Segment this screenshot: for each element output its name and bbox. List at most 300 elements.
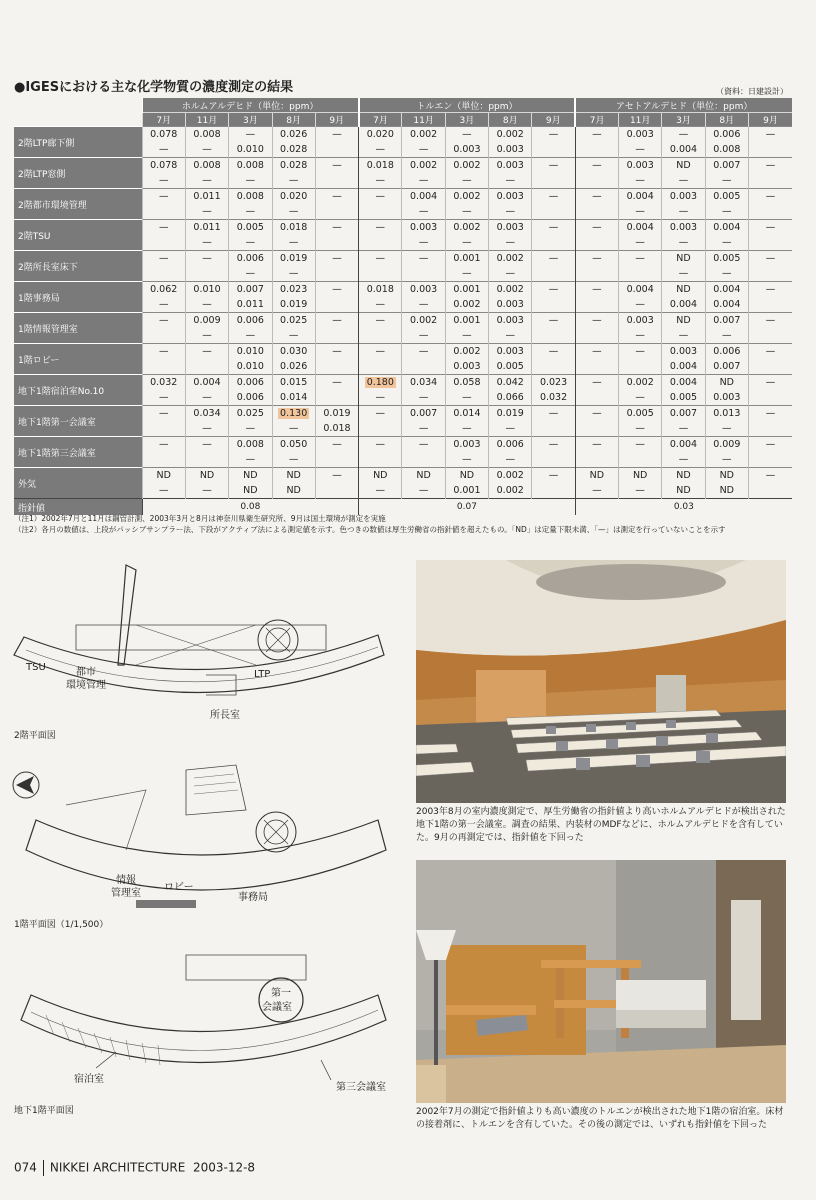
cell-active: — (505, 423, 515, 434)
table-cell (532, 158, 575, 189)
table-cell (532, 251, 575, 282)
cell-active: 0.007 (713, 361, 741, 372)
cell-active: — (375, 485, 386, 496)
cell-active: — (635, 144, 645, 155)
table-cell (489, 127, 532, 158)
cell-passive: 0.002 (496, 284, 524, 295)
cell-passive: — (418, 253, 429, 264)
table-cell (619, 189, 662, 220)
cell-passive: ND (676, 470, 691, 481)
cell-active: — (678, 237, 689, 248)
photo-guest-room (416, 860, 786, 1103)
table-row (14, 282, 792, 313)
cell-passive: ND (243, 470, 258, 481)
table-cell (445, 313, 488, 344)
cell-passive: 0.004 (626, 191, 654, 202)
cell-passive: 0.004 (669, 377, 698, 388)
cell-passive: — (592, 222, 602, 233)
cell-passive: 0.003 (626, 160, 654, 171)
table-cell (748, 220, 792, 251)
table-cell (445, 158, 488, 189)
cell-passive: 0.004 (669, 439, 698, 450)
cell-active: — (202, 299, 212, 310)
table-cell (619, 437, 662, 468)
cell-active: — (462, 268, 472, 279)
cell-passive: — (765, 346, 776, 357)
table-cell (142, 437, 185, 468)
cell-active: — (678, 423, 689, 434)
cell-active (532, 421, 574, 436)
table-cell (489, 158, 532, 189)
cell-passive: 0.003 (453, 439, 481, 450)
table-cell (185, 189, 228, 220)
table-cell (229, 127, 272, 158)
cell-passive (359, 375, 401, 390)
cell-passive: 0.004 (410, 191, 438, 202)
table-cell (315, 437, 358, 468)
table-cell (272, 251, 315, 282)
cell-active: — (202, 144, 212, 155)
table-row (14, 468, 792, 499)
cell-passive: 0.011 (193, 191, 221, 202)
table-cell (662, 375, 705, 406)
table-cell (662, 251, 705, 282)
cell-active (143, 328, 185, 343)
cell-passive: — (245, 129, 256, 140)
cell-active: 0.002 (496, 485, 524, 496)
cell-active: 0.003 (496, 299, 524, 310)
table-cell (575, 406, 618, 437)
cell-active: — (245, 206, 256, 217)
cell-passive: 0.007 (713, 160, 741, 171)
table-cell (705, 282, 748, 313)
table-cell (359, 220, 402, 251)
cell-passive: — (158, 253, 169, 264)
table-row (14, 220, 792, 251)
table-cell (748, 282, 792, 313)
cell-active: 0.003 (453, 361, 481, 372)
plan2-label-kankyo: 環境管理 (66, 680, 106, 691)
cell-active (143, 266, 185, 281)
table-cell (402, 189, 445, 220)
cell-passive: — (158, 191, 169, 202)
table-cell (272, 406, 315, 437)
cell-passive: — (765, 284, 776, 295)
table-row (14, 375, 792, 406)
page-footer (14, 1160, 255, 1176)
cell-active (359, 204, 401, 219)
cell-active: 0.018 (323, 423, 351, 434)
cell-passive: 0.028 (280, 160, 308, 171)
cell-active: — (202, 392, 212, 403)
month-header: 3月 (229, 113, 272, 127)
cell-passive: 0.004 (713, 284, 741, 295)
cell-passive: 0.006 (496, 439, 524, 450)
cell-active (576, 359, 618, 374)
cell-passive: 0.001 (453, 315, 481, 326)
cell-passive: 0.078 (150, 160, 178, 171)
cell-active (749, 204, 792, 219)
cell-passive: — (375, 191, 386, 202)
cell-passive: — (158, 408, 169, 419)
cell-passive: — (592, 191, 602, 202)
cell-passive: 0.004 (626, 284, 654, 295)
table-cell (532, 344, 575, 375)
table-row (14, 251, 792, 282)
cell-passive: 0.010 (236, 346, 264, 357)
cell-active: 0.004 (669, 361, 698, 372)
cell-active: ND (286, 485, 301, 496)
cell-passive: — (158, 439, 169, 450)
cell-passive: 0.006 (236, 253, 264, 264)
cell-passive: — (418, 346, 429, 357)
table-cell (619, 127, 662, 158)
cell-passive: — (765, 470, 776, 481)
table-cell (489, 282, 532, 313)
table-cell (748, 189, 792, 220)
cell-active: 0.011 (236, 299, 264, 310)
cell-passive: — (765, 408, 776, 419)
cell-active: — (635, 299, 645, 310)
cell-active: — (158, 392, 169, 403)
cell-active: ND (719, 485, 734, 496)
month-header: 7月 (142, 113, 185, 127)
cell-active: — (245, 237, 256, 248)
cell-active: — (462, 206, 472, 217)
cell-active: — (288, 175, 299, 186)
cell-passive: 0.002 (410, 315, 438, 326)
table-cell (445, 127, 488, 158)
cell-active: — (202, 330, 212, 341)
table-cell (185, 282, 228, 313)
table-cell (359, 158, 402, 189)
table-cell (402, 251, 445, 282)
table-cell (229, 344, 272, 375)
cell-passive: 0.003 (669, 346, 698, 357)
plan2-label-shocho: 所長室 (210, 710, 240, 721)
table-cell (705, 158, 748, 189)
cell-active: — (418, 175, 429, 186)
month-header: 3月 (662, 113, 705, 127)
month-header: 8月 (272, 113, 315, 127)
cell-passive: — (548, 408, 559, 419)
cell-active: — (202, 237, 212, 248)
table-cell (272, 158, 315, 189)
cell-passive: ND (719, 470, 734, 481)
cell-passive: — (332, 470, 342, 481)
table-cell (272, 220, 315, 251)
cell-active (532, 266, 574, 281)
cell-active: — (635, 423, 645, 434)
cell-passive: — (548, 346, 559, 357)
table-cell (359, 437, 402, 468)
table-cell (142, 406, 185, 437)
cell-active (619, 359, 661, 374)
cell-passive: 0.008 (236, 160, 264, 171)
cell-active: — (288, 454, 299, 465)
cell-passive: — (332, 346, 342, 357)
cell-active: — (678, 175, 689, 186)
cell-passive: 0.003 (626, 129, 654, 140)
table-cell (402, 375, 445, 406)
cell-active: 0.026 (280, 361, 308, 372)
cell-active: — (505, 175, 515, 186)
cell-passive: — (765, 191, 776, 202)
table-cell (662, 189, 705, 220)
table-cell (575, 344, 618, 375)
table-cell (748, 344, 792, 375)
table-cell (142, 313, 185, 344)
cell-passive: — (332, 377, 342, 388)
cell-passive: 0.006 (713, 129, 741, 140)
cell-active: — (245, 454, 256, 465)
cell-active (532, 359, 574, 374)
cell-active (186, 452, 228, 467)
cell-passive: 0.007 (669, 408, 698, 419)
cell-active: — (158, 144, 169, 155)
cell-passive: 0.014 (453, 408, 481, 419)
highlighted-value: 0.130 (280, 408, 308, 419)
table-cell (662, 282, 705, 313)
floor-plan-b1f (6, 940, 401, 1100)
plan1-label-joho: 情報 (116, 875, 136, 886)
cell-active: 0.032 (539, 392, 568, 403)
plan-2f-caption: 2階平面図 (14, 731, 56, 741)
cell-passive: 0.002 (410, 129, 438, 140)
cell-passive: — (332, 191, 342, 202)
cell-passive: 0.030 (280, 346, 308, 357)
table-cell (402, 127, 445, 158)
table-cell (142, 127, 185, 158)
cell-active (316, 235, 358, 250)
table-cell (315, 158, 358, 189)
cell-active: — (635, 175, 645, 186)
concentration-table (14, 98, 792, 515)
cell-passive: — (635, 439, 645, 450)
cell-passive: — (592, 284, 602, 295)
table-cell (315, 468, 358, 499)
cell-passive: 0.007 (236, 284, 264, 295)
cell-passive: 0.004 (713, 222, 741, 233)
cell-passive: 0.019 (280, 253, 308, 264)
cell-active (532, 452, 574, 467)
table-cell (229, 468, 272, 499)
cell-active: — (202, 206, 212, 217)
cell-passive: 0.011 (193, 222, 221, 233)
cell-passive: — (375, 408, 386, 419)
cell-passive: — (548, 160, 559, 171)
cell-passive: — (592, 129, 602, 140)
table-cell (575, 375, 618, 406)
table-cell (662, 437, 705, 468)
cell-active (316, 204, 358, 219)
plan-1f-caption: 1階平面図（1/1,500） (14, 920, 109, 930)
table-cell (619, 375, 662, 406)
table-row (14, 158, 792, 189)
cell-active: ND (243, 485, 258, 496)
table-cell (532, 437, 575, 468)
cell-active: — (158, 485, 169, 496)
table-cell (619, 158, 662, 189)
north-arrow-icon (13, 772, 39, 798)
cell-passive: ND (632, 470, 648, 481)
cell-passive: 0.062 (150, 284, 178, 295)
table-cell (532, 313, 575, 344)
table-row (14, 406, 792, 437)
cell-active (316, 328, 358, 343)
table-cell (662, 220, 705, 251)
table-cell (575, 127, 618, 158)
table-cell (575, 437, 618, 468)
table-cell (229, 375, 272, 406)
cell-passive: 0.004 (193, 377, 221, 388)
table-cell (315, 220, 358, 251)
cell-active (316, 452, 358, 467)
table-cell (229, 313, 272, 344)
month-header: 9月 (748, 113, 792, 127)
cell-passive: 0.009 (193, 315, 221, 326)
cell-active (749, 359, 792, 374)
cell-active: ND (676, 485, 691, 496)
cell-active: — (462, 392, 472, 403)
cell-passive: — (592, 160, 602, 171)
cell-passive: — (375, 253, 386, 264)
cell-passive: — (765, 439, 776, 450)
cell-passive: 0.005 (626, 408, 654, 419)
plan1-label-jimu: 事務局 (238, 892, 268, 903)
cell-active (576, 235, 618, 250)
cell-active: — (678, 454, 689, 465)
table-notes (14, 513, 794, 535)
cell-active (143, 204, 185, 219)
cell-passive: 0.005 (713, 253, 741, 264)
cell-active: — (202, 485, 212, 496)
table-cell (142, 468, 185, 499)
table-cell (445, 437, 488, 468)
table-cell (229, 220, 272, 251)
table-cell (489, 189, 532, 220)
cell-passive: — (332, 160, 342, 171)
table-cell (662, 468, 705, 499)
cell-active (143, 452, 185, 467)
cell-active: — (202, 423, 212, 434)
table-cell (662, 344, 705, 375)
table-cell (619, 251, 662, 282)
table-cell (575, 189, 618, 220)
table-cell (532, 468, 575, 499)
table-cell (705, 468, 748, 499)
cell-active: 0.010 (236, 361, 264, 372)
planb1-label-dai1: 第一 (271, 988, 291, 999)
cell-passive: — (332, 315, 342, 326)
cell-active: — (245, 175, 256, 186)
table-cell (272, 189, 315, 220)
table-cell (619, 220, 662, 251)
table-cell (705, 375, 748, 406)
cell-active: — (722, 206, 732, 217)
table-cell (619, 468, 662, 499)
table-row (14, 127, 792, 158)
cell-active (749, 483, 792, 498)
cell-active (576, 204, 618, 219)
cell-active (576, 452, 618, 467)
table-source: （資料：日建設計） (716, 87, 788, 96)
photo-conference-room (416, 560, 786, 803)
cell-passive: 0.006 (236, 377, 264, 388)
cell-passive: — (548, 222, 559, 233)
cell-passive: 0.032 (150, 377, 178, 388)
cell-active (749, 328, 792, 343)
cell-passive: 0.013 (713, 408, 741, 419)
cell-active (749, 235, 792, 250)
row-header: 1階事務局 (14, 282, 142, 313)
cell-passive: 0.034 (410, 377, 438, 388)
cell-active: — (505, 237, 515, 248)
cell-active: 0.010 (236, 144, 264, 155)
cell-active (619, 266, 661, 281)
cell-passive: — (548, 129, 559, 140)
cell-passive: — (548, 439, 559, 450)
cell-active (532, 173, 574, 188)
table-cell (445, 282, 488, 313)
cell-active: — (288, 330, 299, 341)
cell-passive: — (592, 253, 602, 264)
cell-active: — (722, 330, 732, 341)
cell-passive: 0.008 (236, 439, 264, 450)
photo-conference-caption: 2003年8月の室内濃度測定で、厚生労働省の指針値より高いホルムアルデヒドが検出された地下1階の第一会議室。調査の結果、内装材のMDFなどに、ホルムアルデヒドを含有していた。9月の再測定では、指針値を下回った (416, 807, 786, 843)
cell-active: 0.003 (453, 144, 481, 155)
cell-active: — (678, 206, 689, 217)
cell-active: — (722, 175, 732, 186)
cell-active (576, 328, 618, 343)
cell-passive: — (592, 408, 602, 419)
table-cell (142, 344, 185, 375)
plan2-label-toshi: 都市 (76, 667, 96, 678)
cell-passive: 0.003 (410, 222, 438, 233)
cell-passive: — (548, 191, 559, 202)
table-cell (532, 282, 575, 313)
cell-passive: 0.008 (193, 129, 221, 140)
table-cell (445, 251, 488, 282)
cell-active (749, 390, 792, 405)
page-number: 074 (14, 1160, 37, 1175)
cell-passive: 0.050 (280, 439, 308, 450)
cell-active: — (418, 392, 429, 403)
cell-passive: 0.026 (280, 129, 308, 140)
note-1: （注1）2002年7月と11月は鋼管計測、2003年3月と8月は神奈川県衛生研究所、9月は国土環境が測定を実施 (14, 514, 386, 523)
table-cell (705, 189, 748, 220)
table-cell (662, 313, 705, 344)
cell-passive: ND (459, 470, 475, 481)
cell-active: — (462, 175, 472, 186)
cell-passive: — (418, 439, 429, 450)
table-cell (489, 468, 532, 499)
cell-passive: — (548, 253, 559, 264)
table-row (14, 189, 792, 220)
cell-passive: 0.003 (669, 222, 698, 233)
cell-active: 0.028 (280, 144, 308, 155)
table-cell (705, 406, 748, 437)
cell-passive: — (592, 439, 602, 450)
table-cell (748, 158, 792, 189)
photo-guest-caption: 2002年7月の測定で指針値よりも高い濃度のトルエンが検出された地下1階の宿泊室。床材の接着剤に、トルエンを含有していた。その後の測定では、いずれも指針値を下回った (416, 1107, 784, 1130)
cell-active (143, 421, 185, 436)
row-header: 地下1階第三会議室 (14, 437, 142, 468)
cell-passive: 0.005 (236, 222, 264, 233)
row-header: 2階LTP廊下側 (14, 127, 142, 158)
header-blank (14, 113, 142, 127)
table-cell (359, 406, 402, 437)
